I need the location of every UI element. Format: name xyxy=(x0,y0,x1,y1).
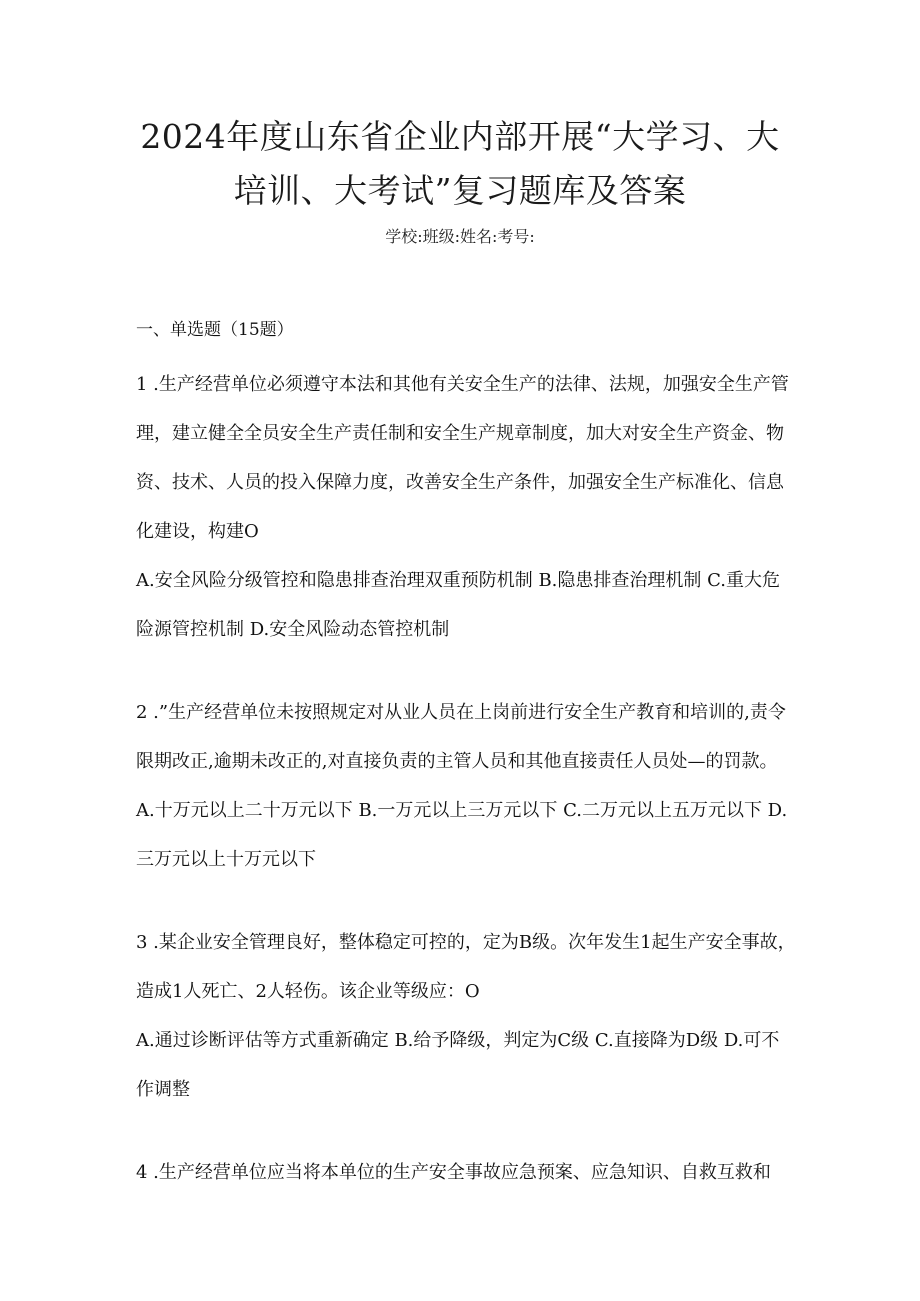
question-1-stem: 1 .生产经营单位必须遵守本法和其他有关安全生产的法律、法规，加强安全生产管理，建立健全全员安全生产责任制和安全生产规章制度，加大对安全生产资金、物资、技术、人员的投入保障力度，改善安全生产条件，加强安全生产标准化、信息化建设，构建O xyxy=(136,374,789,542)
student-info-line: 学校:班级:姓名:考号: xyxy=(385,227,535,246)
document-title xyxy=(0,110,920,218)
question-3 xyxy=(136,918,796,1114)
question-list xyxy=(136,360,796,1197)
title-line-2: 培训、大考试”复习题库及答案 xyxy=(233,171,687,210)
question-2 xyxy=(136,688,796,884)
question-1-options: A.安全风险分级管控和隐患排查治理双重预防机制 B.隐患排查治理机制 C.重大危险源管控机制 D.安全风险动态管控机制 xyxy=(136,570,780,640)
question-4-stem: 4 .生产经营单位应当将本单位的生产安全事故应急预案、应急知识、自救互救和 xyxy=(136,1162,771,1183)
question-3-options: A.通过诊断评估等方式重新确定 B.给予降级，判定为C级 C.直接降为D级 D.可不作调整 xyxy=(136,1030,780,1100)
question-1 xyxy=(136,360,796,654)
question-4 xyxy=(136,1148,796,1197)
section-heading: 一、单选题（15题） xyxy=(136,320,294,340)
question-3-stem: 3 .某企业安全管理良好，整体稳定可控的，定为B级。次年发生1起生产安全事故，造成1人死亡、2人轻伤。该企业等级应：O xyxy=(136,932,796,1002)
question-2-options: A.十万元以上二十万元以下 B.一万元以上三万元以下 C.二万元以上五万元以下 D.三万元以上十万元以下 xyxy=(136,800,788,870)
title-line-1: 2024年度山东省企业内部开展“大学习、大 xyxy=(140,117,780,156)
question-2-stem: 2 .”生产经营单位未按照规定对从业人员在上岗前进行安全生产教育和培训的,责令限期改正,逾期未改正的,对直接负责的主管人员和其他直接责任人员处—的罚款。 xyxy=(136,702,786,772)
